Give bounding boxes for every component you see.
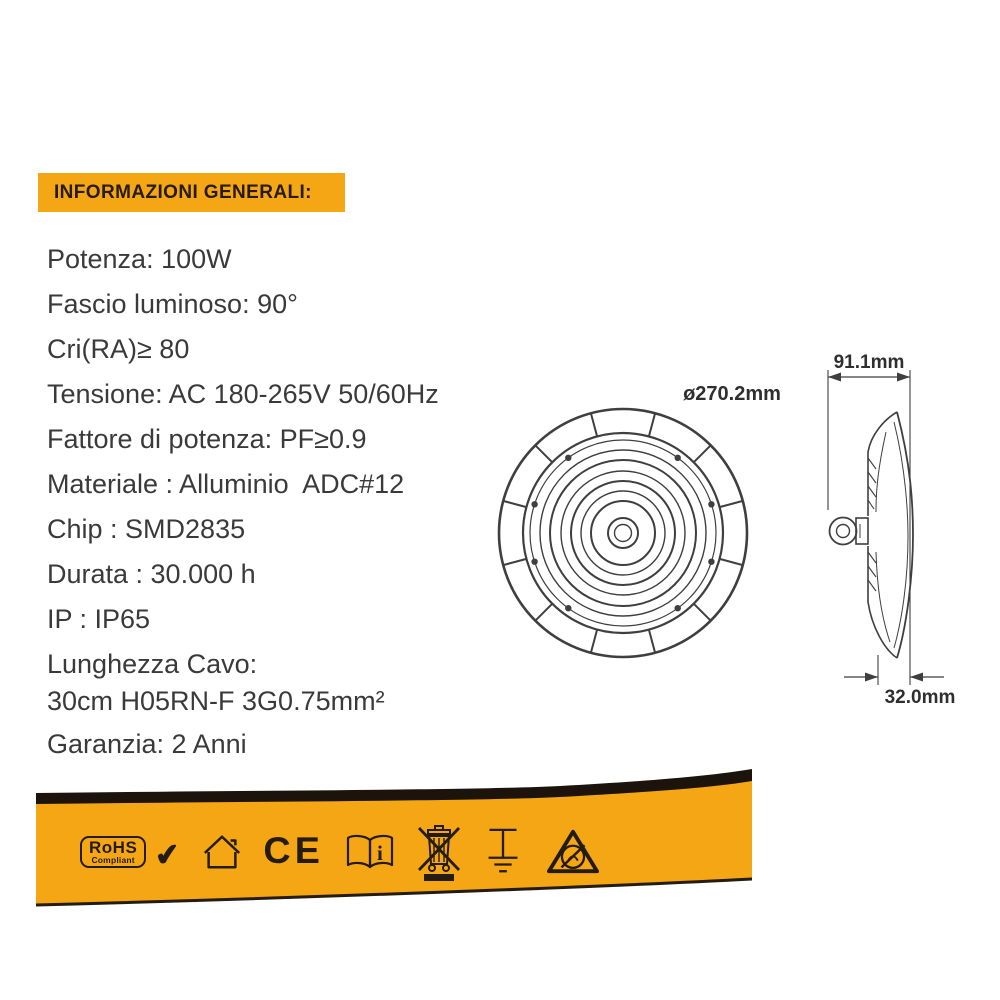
- rohs-label: RoHS: [89, 837, 138, 857]
- spec-garanzia: Garanzia: 2 Anni: [47, 729, 247, 759]
- check-mark-icon: ✔: [153, 837, 183, 873]
- manual-i-glyph: i: [376, 841, 383, 865]
- banner-title: INFORMAZIONI GENERALI:: [54, 181, 312, 203]
- spec-cavo-value: 30cm H05RN-F 3G0.75mm²: [47, 686, 385, 716]
- side-base-label: 32.0mm: [884, 687, 956, 708]
- spec-list: [47, 245, 439, 775]
- spec-fattore: Fattore di potenza: PF≥0.9: [47, 424, 367, 454]
- front-view-drawing: [480, 370, 780, 670]
- earth-ground-icon: [483, 827, 523, 877]
- spec-materiale: Materiale : Alluminio ADC#12: [47, 469, 405, 499]
- side-width-label: 91.1mm: [833, 352, 905, 373]
- spec-ip: IP : IP65: [47, 604, 151, 634]
- rohs-compliant-label: Compliant: [91, 854, 135, 865]
- spec-chip: Chip : SMD2835: [47, 514, 246, 544]
- spec-cavo-title: Lunghezza Cavo:: [47, 649, 258, 679]
- certification-icons-row: [80, 821, 602, 883]
- spec-fascio: Fascio luminoso: 90°: [47, 289, 298, 319]
- spec-potenza: Potenza: 100W: [47, 244, 232, 274]
- spec-cri: Cri(RA)≥ 80: [47, 334, 190, 364]
- weee-crossed-bin-icon: [416, 822, 462, 882]
- indoor-use-house-icon: [201, 832, 243, 872]
- rohs-badge-icon: [80, 836, 146, 869]
- spec-durata: Durata : 30.000 h: [47, 559, 256, 589]
- read-manual-book-icon: [345, 833, 395, 871]
- side-view-drawing: [800, 340, 970, 720]
- lamp-warning-triangle-icon: [544, 827, 602, 877]
- spec-tensione: Tensione: AC 180-265V 50/60Hz: [47, 379, 439, 409]
- front-diameter-label: ø270.2mm: [683, 383, 781, 405]
- info-banner: [38, 173, 345, 212]
- ce-mark-icon: CE: [263, 829, 325, 871]
